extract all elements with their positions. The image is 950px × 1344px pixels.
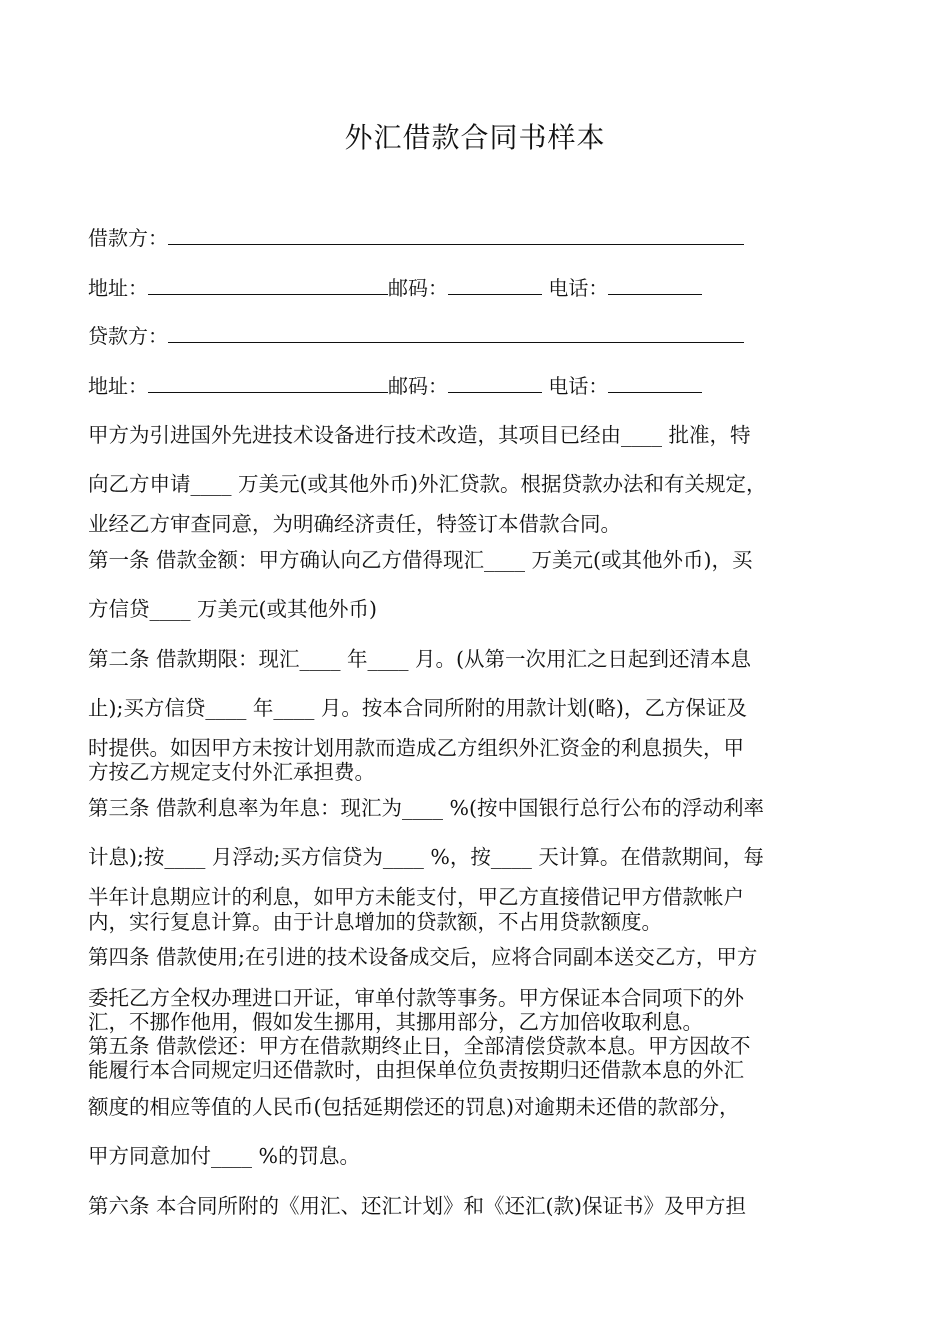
body-line: 方按乙方规定支付外汇承担费。 — [88, 760, 375, 784]
borrower-blank-line[interactable] — [168, 222, 744, 245]
lender-address-field — [88, 370, 702, 401]
document-title: 外汇借款合同书样本 — [344, 121, 606, 154]
body-line: 甲方同意加付____ %的罚息。 — [88, 1144, 360, 1168]
address-blank-line[interactable] — [148, 370, 388, 393]
postcode-label: 邮码： — [388, 276, 448, 300]
phone-label: 电话： — [548, 374, 609, 398]
postcode-label: 邮码： — [388, 374, 448, 398]
address-label: 地址： — [88, 374, 148, 398]
body-line: 业经乙方审查同意，为明确经济责任，特签订本借款合同。 — [88, 512, 621, 536]
phone-blank-line[interactable] — [608, 272, 702, 295]
body-line: 第二条 借款期限：现汇____ 年____ 月。(从第一次用汇之日起到还清本息 — [88, 647, 752, 671]
phone-label: 电话： — [548, 276, 609, 300]
body-line: 汇，不挪作他用，假如发生挪用，其挪用部分，乙方加倍收取利息。 — [88, 1010, 703, 1034]
lender-label: 贷款方： — [88, 324, 168, 348]
body-line: 能履行本合同规定归还借款时，由担保单位负责按期归还借款本息的外汇 — [88, 1058, 744, 1082]
body-line: 甲方为引进国外先进技术设备进行技术改造，其项目已经由____ 批准，特 — [88, 423, 751, 447]
phone-blank-line[interactable] — [608, 370, 702, 393]
body-line: 第四条 借款使用;在引进的技术设备成交后，应将合同副本送交乙方，甲方 — [88, 945, 758, 969]
address-blank-line[interactable] — [148, 272, 388, 295]
address-label: 地址： — [88, 276, 148, 300]
body-line: 第一条 借款金额：甲方确认向乙方借得现汇____ 万美元(或其他外币)，买 — [88, 548, 753, 572]
body-line: 委托乙方全权办理进口开证，审单付款等事务。甲方保证本合同项下的外 — [88, 986, 744, 1010]
lender-field — [88, 320, 744, 351]
borrower-address-field — [88, 272, 702, 303]
body-line: 第三条 借款利息率为年息：现汇为____ %(按中国银行总行公布的浮动利率 — [88, 796, 765, 820]
borrower-field — [88, 222, 744, 253]
body-line: 内，实行复息计算。由于计息增加的贷款额，不占用贷款额度。 — [88, 910, 662, 934]
lender-blank-line[interactable] — [168, 320, 744, 343]
postcode-blank-line[interactable] — [448, 272, 542, 295]
body-line: 时提供。如因甲方未按计划用款而造成乙方组织外汇资金的利息损失，甲 — [88, 736, 744, 760]
body-line: 方信贷____ 万美元(或其他外币) — [88, 597, 378, 621]
body-line: 额度的相应等值的人民币(包括延期偿还的罚息)对逾期未还借的款部分， — [88, 1095, 740, 1119]
body-line: 止);买方信贷____ 年____ 月。按本合同所附的用款计划(略)，乙方保证及 — [88, 696, 747, 720]
body-line: 第六条 本合同所附的《用汇、还汇计划》和《还汇(款)保证书》及甲方担 — [88, 1194, 747, 1218]
body-line: 计息);按____ 月浮动;买方信贷为____ %，按____ 天计算。在借款期间，每 — [88, 845, 764, 869]
body-line: 向乙方申请____ 万美元(或其他外币)外汇贷款。根据贷款办法和有关规定， — [88, 472, 767, 496]
borrower-label: 借款方： — [88, 226, 168, 250]
body-line: 半年计息期应计的利息，如甲方未能支付，甲乙方直接借记甲方借款帐户 — [88, 885, 744, 909]
postcode-blank-line[interactable] — [448, 370, 542, 393]
body-line: 第五条 借款偿还：甲方在借款期终止日，全部清偿贷款本息。甲方因故不 — [88, 1034, 751, 1058]
